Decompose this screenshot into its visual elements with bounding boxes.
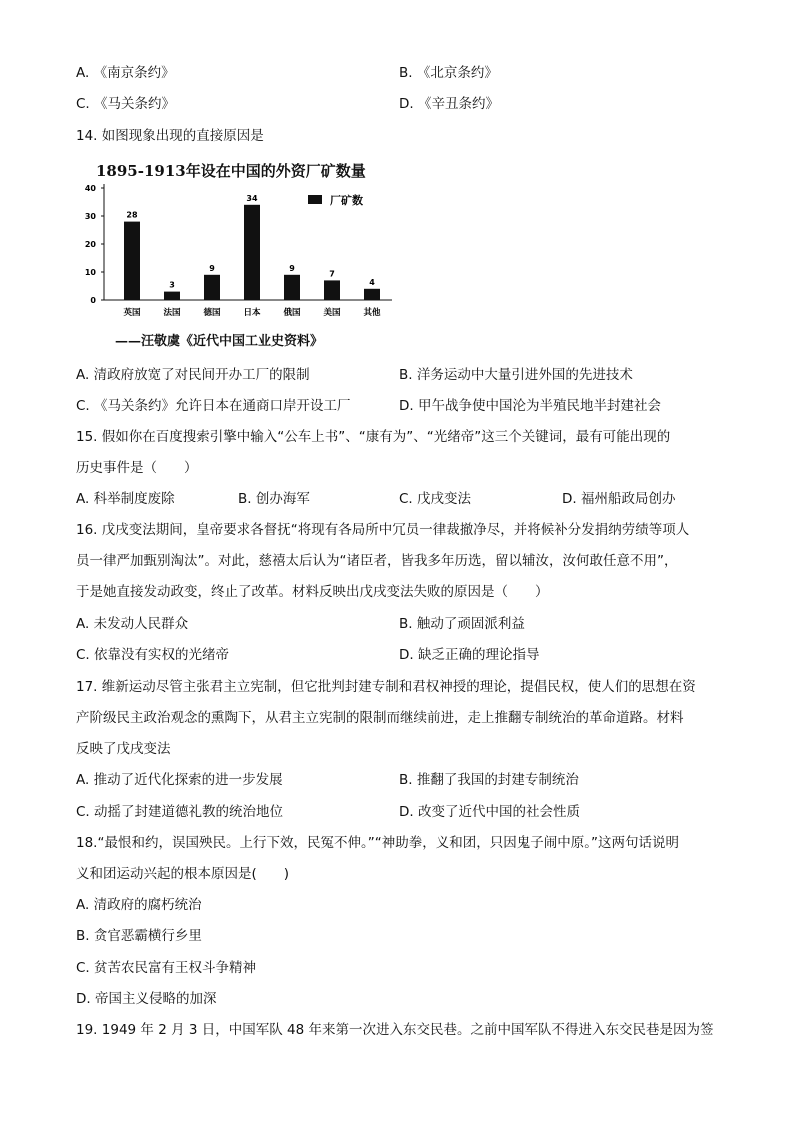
- q16-option-c[interactable]: C. 依靠没有实权的光绪帝: [76, 647, 230, 663]
- data-label: 3: [169, 280, 175, 290]
- q13-option-b[interactable]: B. 《北京条约》: [399, 65, 498, 81]
- q16-stem-line2: 员一律严加甄别淘汰”。对此，慈禧太后认为“诸臣者，皆我多年历选，留以辅汝，汝何敢任意不用”，: [76, 553, 678, 569]
- q18-stem-line1: 18.“最恨和约，误国殃民。上行下效，民冤不伸。”“神助拳，义和团，只因鬼子闹中原。”这两句话说明: [76, 835, 679, 851]
- q15-option-c[interactable]: C. 戊戌变法: [399, 491, 472, 507]
- data-label: 28: [126, 210, 138, 220]
- q15-option-b[interactable]: B. 创办海军: [238, 491, 310, 507]
- q17-option-b[interactable]: B. 推翻了我国的封建专制统治: [399, 772, 579, 788]
- q13-option-c[interactable]: C. 《马关条约》: [76, 96, 176, 112]
- x-tick-label: 美国: [323, 308, 341, 318]
- x-tick-label: 法国: [163, 308, 181, 318]
- bar: [244, 205, 260, 300]
- data-label: 4: [369, 277, 375, 287]
- legend-label: 厂矿数: [330, 194, 363, 207]
- q15-option-a[interactable]: A. 科举制度废除: [76, 491, 175, 507]
- q15-stem-line1: 15. 假如你在百度搜索引擎中输入“公车上书”、“康有为”、“光绪帝”这三个关键词，最有可能出现的: [76, 429, 671, 445]
- data-label: 9: [209, 263, 215, 273]
- y-tick-label: 0: [90, 296, 96, 305]
- q15-stem-line2: 历史事件是（ ）: [76, 460, 198, 476]
- q16-option-d[interactable]: D. 缺乏正确的理论指导: [399, 647, 540, 663]
- q18-option-d[interactable]: D. 帝国主义侵略的加深: [76, 991, 217, 1007]
- q14-option-c[interactable]: C. 《马关条约》允许日本在通商口岸开设工厂: [76, 398, 351, 414]
- q18-option-b[interactable]: B. 贪官恶霸横行乡里: [76, 928, 202, 944]
- bar: [204, 275, 220, 300]
- x-tick-label: 其他: [363, 308, 381, 318]
- data-label: 34: [246, 193, 258, 203]
- q15-option-d[interactable]: D. 福州船政局创办: [562, 491, 676, 507]
- x-tick-label: 德国: [203, 308, 221, 318]
- q14-option-b[interactable]: B. 洋务运动中大量引进外国的先进技术: [399, 367, 633, 383]
- q17-option-a[interactable]: A. 推动了近代化探索的进一步发展: [76, 772, 283, 788]
- q14-stem: 14. 如图现象出现的直接原因是: [76, 128, 264, 144]
- q17-option-c[interactable]: C. 动摇了封建道德礼教的统治地位: [76, 804, 284, 820]
- q13-option-d[interactable]: D. 《辛丑条约》: [399, 96, 499, 112]
- legend-swatch: [308, 195, 322, 204]
- q18-option-a[interactable]: A. 清政府的腐朽统治: [76, 897, 202, 913]
- q16-option-b[interactable]: B. 触动了顽固派利益: [399, 616, 525, 632]
- bar: [124, 222, 140, 300]
- q16-stem-line3: 于是她直接发动政变，终止了改革。材料反映出戊戌变法失败的原因是（ ）: [76, 584, 549, 600]
- q19-stem-line1: 19. 1949 年 2 月 3 日，中国军队 48 年来第一次进入东交民巷。之前中国军队不得进入东交民巷是因为签: [76, 1022, 714, 1038]
- q17-stem-line2: 产阶级民主政治观念的熏陶下，从君主立宪制的限制而继续前进，走上推翻专制统治的革命道路。材料: [76, 710, 684, 726]
- bar: [324, 280, 340, 300]
- bar-chart: [80, 158, 410, 353]
- q14-option-d[interactable]: D. 甲午战争使中国沦为半殖民地半封建社会: [399, 398, 661, 414]
- bar: [284, 275, 300, 300]
- data-label: 7: [329, 269, 335, 279]
- y-tick-label: 20: [84, 240, 96, 249]
- x-tick-label: 英国: [123, 308, 141, 318]
- y-tick-label: 10: [84, 268, 96, 277]
- bar: [164, 292, 180, 300]
- q17-stem-line1: 17. 维新运动尽管主张君主立宪制，但它批判封建专制和君权神授的理论，提倡民权，使人们的思想在资: [76, 679, 696, 695]
- q16-option-a[interactable]: A. 未发动人民群众: [76, 616, 189, 632]
- bar: [364, 289, 380, 300]
- x-tick-label: 俄国: [283, 308, 301, 318]
- q13-option-a[interactable]: A. 《南京条约》: [76, 65, 175, 81]
- chart-source: ——汪敬虞《近代中国工业史资料》: [115, 334, 324, 349]
- data-label: 9: [289, 263, 295, 273]
- q18-option-c[interactable]: C. 贫苦农民富有王权斗争精神: [76, 960, 257, 976]
- q14-option-a[interactable]: A. 清政府放宽了对民间开办工厂的限制: [76, 367, 310, 383]
- q17-option-d[interactable]: D. 改变了近代中国的社会性质: [399, 804, 580, 820]
- y-tick-label: 40: [84, 184, 96, 193]
- x-tick-label: 日本: [243, 308, 261, 318]
- q16-stem-line1: 16. 戊戌变法期间，皇帝要求各督抚“将现有各局所中冗员一律裁撤净尽，并将候补分发捐纳劳绩等项人: [76, 522, 690, 538]
- q18-stem-line2: 义和团运动兴起的根本原因是( ): [76, 866, 290, 882]
- chart-title: 1895-1913年设在中国的外资厂矿数量: [96, 162, 366, 180]
- q17-stem-line3: 反映了戊戌变法: [76, 741, 171, 757]
- y-tick-label: 30: [84, 212, 96, 221]
